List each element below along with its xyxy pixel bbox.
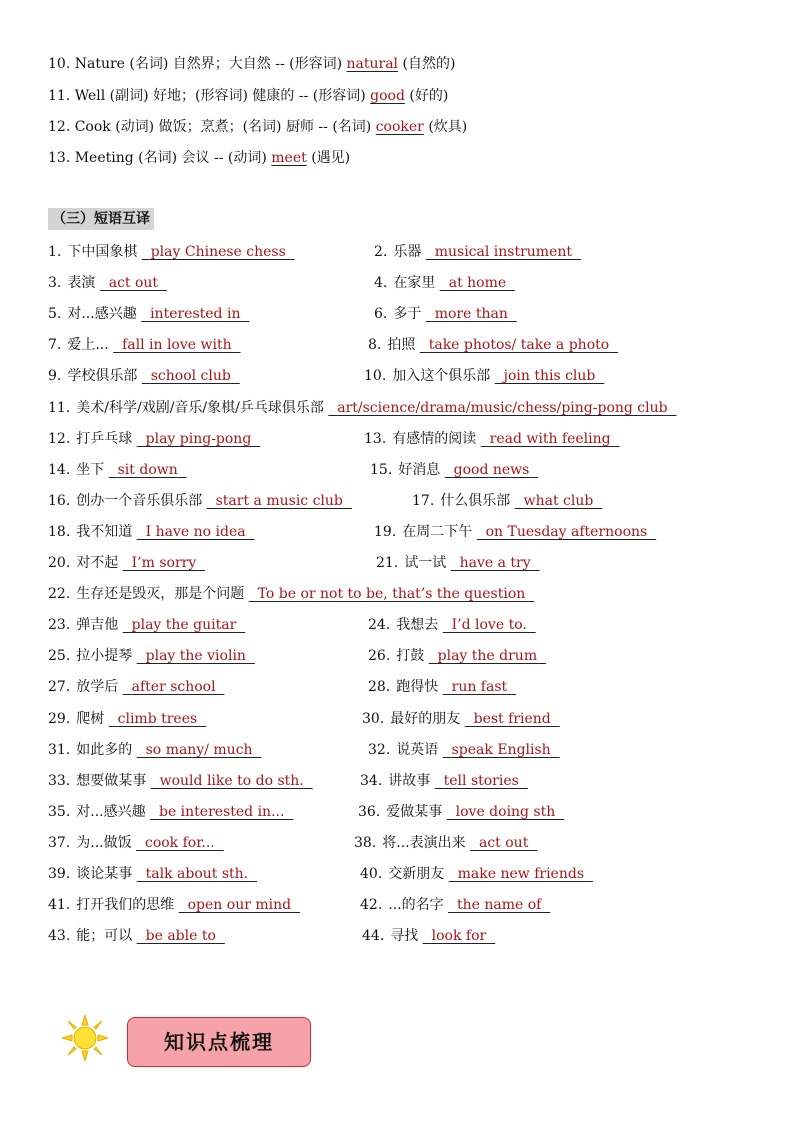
phrase-number: 15. [370,462,393,478]
phrase-chinese: 谈论某事 [76,866,133,882]
phrase-answer: tell stories [443,773,519,789]
phrase-item [48,304,249,324]
phrase-chinese: 想要做某事 [76,773,147,789]
phrase-chinese: 对不起 [76,555,119,571]
phrase-row [48,304,754,324]
phrase-number: 31. [48,742,71,758]
sun-icon [62,1015,108,1061]
phrase-chinese: 打鼓 [396,648,425,664]
phrase-chinese: 讲故事 [388,773,431,789]
phrase-chinese: 下中国象棋 [67,244,138,260]
phrase-answer: at home [448,275,507,291]
phrase-chinese: 生存还是毁灭，那是个问题 [76,586,245,602]
phrase-answer: climb trees [117,711,198,727]
phrase-number: 40. [360,866,383,882]
phrase-chinese: 能；可以 [76,928,133,944]
phrase-row [48,429,754,449]
phrase-chinese: 加入这个俱乐部 [392,368,491,384]
phrase-item [48,677,225,697]
phrase-answer: play the guitar [131,617,237,633]
phrase-number: 33. [48,773,71,789]
phrase-number: 42. [360,897,383,913]
phrase-number: 9. [48,368,62,384]
phrase-answer: school club [150,368,231,384]
vocab-item [48,148,350,168]
phrase-item [48,802,293,822]
phrase-row [48,242,754,262]
vocab-number: 10. [48,56,71,72]
phrase-item [368,646,546,666]
phrase-chinese: 有感情的阅读 [392,431,477,447]
vocab-suffix: (炊具) [428,119,468,135]
phrase-item [48,491,352,511]
phrase-row [48,677,754,697]
phrase-row [48,926,754,946]
phrase-item [374,522,656,542]
phrase-number: 1. [48,244,62,260]
phrase-number: 28. [368,679,391,695]
phrase-number: 39. [48,866,71,882]
phrase-number: 25. [48,648,71,664]
phrase-row [48,584,754,604]
phrase-number: 34. [360,773,383,789]
phrase-item [48,335,241,355]
phrase-chinese: 表演 [67,275,96,291]
phrase-answer: read with feeling [489,431,611,447]
vocab-number: 11. [48,88,71,104]
phrase-answer: talk about sth. [145,866,249,882]
phrase-answer: play ping-pong [145,431,252,447]
phrase-chinese: 对...感兴趣 [67,306,137,322]
phrase-chinese: 在家里 [393,275,436,291]
phrase-answer: love doing sth [455,804,556,820]
phrase-number: 19. [374,524,397,540]
phrase-number: 6. [374,306,388,322]
phrase-row [48,491,754,511]
vocab-answer: natural [346,56,399,72]
phrase-item [48,926,225,946]
phrase-chinese: 乐器 [393,244,422,260]
phrase-row [48,740,754,760]
phrase-number: 23. [48,617,71,633]
phrase-answer: musical instrument [434,244,573,260]
phrase-item [412,491,602,511]
phrase-number: 8. [368,337,382,353]
phrase-answer: cook for... [144,835,215,851]
phrase-answer: I’d love to. [451,617,527,633]
phrase-number: 3. [48,275,62,291]
phrase-chinese: 将...表演出来 [382,835,466,851]
phrase-item [48,553,205,573]
phrase-answer: take photos/ take a photo [428,337,610,353]
phrase-answer: run fast [451,679,508,695]
phrase-number: 43. [48,928,71,944]
phrase-number: 18. [48,524,71,540]
vocab-answer: good [370,88,405,104]
phrase-chinese: 打乒乓球 [76,431,133,447]
phrase-chinese: 创办一个音乐俱乐部 [76,493,203,509]
phrase-chinese: 美术/科学/戏剧/音乐/象棋/乒乓球俱乐部 [76,400,324,416]
phrase-number: 5. [48,306,62,322]
vocab-item [48,117,467,137]
vocab-suffix: (遇见) [311,150,351,166]
phrase-answer: play the violin [145,648,246,664]
phrase-item [48,429,260,449]
phrase-chinese: ...的名字 [388,897,444,913]
phrase-answer: play the drum [437,648,538,664]
phrase-row [48,646,754,666]
vocab-answer: cooker [375,119,424,135]
vocab-text: Well (副词) 好地；(形容词) 健康的 -- (形容词) [74,88,366,104]
phrase-chinese: 如此多的 [76,742,133,758]
phrase-chinese: 多于 [393,306,422,322]
phrase-answer: the name of [456,897,542,913]
phrase-answer: I have no idea [145,524,246,540]
phrase-item [368,677,516,697]
phrase-number: 29. [48,711,71,727]
phrase-number: 37. [48,835,71,851]
phrase-row [48,802,754,822]
phrase-chinese: 放学后 [76,679,119,695]
phrase-answer: have a try [459,555,531,571]
phrase-answer: would like to do sth. [159,773,304,789]
phrase-item [370,460,538,480]
phrase-chinese: 交新朋友 [388,866,445,882]
phrase-item [48,398,677,418]
phrase-chinese: 最好的朋友 [390,711,461,727]
phrase-number: 10. [364,368,387,384]
phrase-number: 30. [362,711,385,727]
phrase-number: 13. [364,431,387,447]
phrase-number: 41. [48,897,71,913]
vocab-number: 13. [48,150,71,166]
vocab-number: 12. [48,119,71,135]
phrase-item [48,709,206,729]
phrase-item [360,771,528,791]
vocab-text: Cook (动词) 做饭；烹煮；(名词) 厨师 -- (名词) [74,119,372,135]
phrase-answer: To be or not to be, that’s the question [257,586,526,602]
phrase-number: 12. [48,431,71,447]
phrase-chinese: 打开我们的思维 [76,897,175,913]
phrase-answer: look for [431,928,487,944]
phrase-item [48,864,257,884]
phrase-number: 20. [48,555,71,571]
phrase-answer: what club [523,493,594,509]
phrase-answer: join this club [503,368,596,384]
phrase-item [364,429,620,449]
phrase-item [48,646,255,666]
phrase-item [364,366,604,386]
phrase-answer: on Tuesday afternoons [485,524,648,540]
phrase-answer: more than [434,306,508,322]
vocab-text: Meeting (名词) 会议 -- (动词) [74,150,267,166]
phrase-item [48,740,261,760]
phrase-number: 16. [48,493,71,509]
phrase-chinese: 学校俱乐部 [67,368,138,384]
phrase-answer: act out [108,275,159,291]
phrase-chinese: 在周二下午 [402,524,473,540]
phrase-number: 35. [48,804,71,820]
phrase-number: 11. [48,400,71,416]
phrase-row [48,553,754,573]
phrase-chinese: 弹吉他 [76,617,119,633]
phrase-item [48,273,167,293]
phrase-row [48,615,754,635]
phrase-answer: be interested in... [158,804,285,820]
phrase-answer: start a music club [215,493,343,509]
phrase-number: 27. [48,679,71,695]
phrase-answer: art/science/drama/music/chess/ping-pong club [337,400,668,416]
phrase-number: 21. [376,555,399,571]
phrase-row [48,771,754,791]
phrase-chinese: 寻找 [390,928,419,944]
phrase-item [354,833,537,853]
phrase-number: 14. [48,462,71,478]
phrase-chinese: 坐下 [76,462,105,478]
phrase-answer: fall in love with [122,337,232,353]
phrase-number: 4. [374,275,388,291]
phrase-item [360,864,593,884]
phrase-answer: sit down [117,462,178,478]
phrase-item [358,802,564,822]
phrase-row [48,273,754,293]
phrase-answer: after school [131,679,216,695]
vocab-answer: meet [271,150,307,166]
phrase-answer: speak English [451,742,551,758]
phrase-number: 24. [368,617,391,633]
phrase-item [368,740,560,760]
vocab-suffix: (自然的) [402,56,456,72]
phrase-item [48,460,187,480]
phrase-chinese: 我想去 [396,617,439,633]
phrase-chinese: 爬树 [76,711,105,727]
phrase-number: 22. [48,586,71,602]
phrase-item [48,366,240,386]
phrase-row [48,895,754,915]
phrase-item [48,242,295,262]
phrase-item [374,304,517,324]
phrase-row [48,833,754,853]
phrase-item [362,926,495,946]
phrase-answer: I’m sorry [131,555,197,571]
phrase-answer: good news [453,462,530,478]
phrase-row [48,460,754,480]
phrase-answer: play Chinese chess [150,244,286,260]
phrase-chinese: 试一试 [404,555,447,571]
phrase-row [48,366,754,386]
phrase-item [48,771,313,791]
phrase-chinese: 跑得快 [396,679,439,695]
phrase-item [374,242,581,262]
phrase-number: 17. [412,493,435,509]
phrase-chinese: 好消息 [398,462,441,478]
phrase-row [48,522,754,542]
phrase-number: 32. [368,742,391,758]
phrase-item [368,335,618,355]
phrase-answer: open our mind [187,897,292,913]
phrase-chinese: 爱上... [67,337,109,353]
phrase-number: 38. [354,835,377,851]
phrase-chinese: 为...做饭 [76,835,132,851]
phrase-row [48,709,754,729]
phrase-item [362,709,560,729]
phrase-row [48,335,754,355]
phrase-item [368,615,536,635]
knowledge-summary-badge: 知识点梳理 [127,1017,311,1067]
phrase-chinese: 拍照 [387,337,416,353]
vocab-suffix: (好的) [409,88,449,104]
phrase-answer: make new friends [457,866,585,882]
phrase-row [48,398,754,418]
phrase-row [48,864,754,884]
vocab-item [48,54,455,74]
phrase-answer: so many/ much [145,742,253,758]
phrase-item [48,584,534,604]
phrase-chinese: 我不知道 [76,524,133,540]
phrase-answer: be able to [145,928,216,944]
phrase-item [48,895,300,915]
phrase-chinese: 拉小提琴 [76,648,133,664]
section-title: （三）短语互译 [48,208,154,230]
phrase-chinese: 对...感兴趣 [76,804,146,820]
phrase-item [374,273,515,293]
phrase-item [360,895,550,915]
phrase-item [48,615,245,635]
phrase-number: 7. [48,337,62,353]
phrase-chinese: 什么俱乐部 [440,493,511,509]
phrase-answer: interested in [150,306,241,322]
phrase-answer: act out [478,835,529,851]
vocab-item [48,86,448,106]
phrase-answer: best friend [473,711,551,727]
phrase-chinese: 爱做某事 [386,804,443,820]
phrase-number: 36. [358,804,381,820]
phrase-item [376,553,540,573]
phrase-chinese: 说英语 [396,742,439,758]
phrase-number: 26. [368,648,391,664]
phrase-item [48,833,224,853]
phrase-number: 2. [374,244,388,260]
vocab-text: Nature (名词) 自然界；大自然 -- (形容词) [74,56,343,72]
phrase-number: 44. [362,928,385,944]
phrase-item [48,522,255,542]
